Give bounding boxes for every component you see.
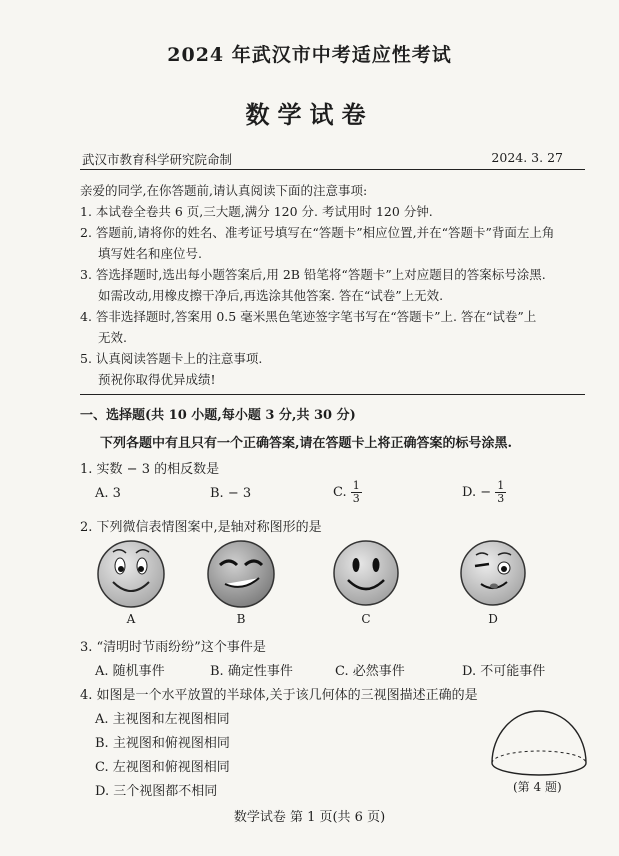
issuer: 武汉市教育科学研究院命制 — [82, 152, 233, 167]
exam-title: 2024 年武汉市中考适应性考试 — [167, 44, 452, 66]
q4-option-b: B. 主视图和俯视图相同 — [95, 736, 230, 751]
q3-stem: 3. “清明时节雨纷纷”这个事件是 — [80, 640, 266, 655]
paper-title: 数学试卷 — [245, 100, 374, 129]
fraction-numerator: 1 — [497, 479, 505, 492]
note-line: 4. 答非选择题时,答案用 0.5 毫米黑色笔迹签字笔书写在“答题卡”上. 答在“试卷”上 — [80, 309, 537, 324]
q1-option-d-prefix: D. − — [462, 485, 492, 500]
note-line: 填写姓名和座位号. — [98, 246, 202, 261]
q1-option-c-fraction — [351, 480, 362, 505]
q1-option-d — [462, 480, 506, 505]
q4-option-d: D. 三个视图都不相同 — [95, 784, 218, 799]
q2-stem: 2. 下列微信表情图案中,是轴对称图形的是 — [80, 520, 322, 535]
emoji-c-icon — [331, 538, 401, 608]
note-line: 3. 答选择题时,选出每小题答案后,用 2B 铅笔将“答题卡”上对应题目的答案标号涂黑. — [80, 267, 546, 282]
fraction-numerator: 1 — [352, 479, 360, 492]
q3-option-b: B. 确定性事件 — [210, 664, 293, 679]
notes-greeting: 亲爱的同学,在你答题前,请认真阅读下面的注意事项: — [80, 183, 368, 198]
note-line: 5. 认真阅读答题卡上的注意事项. — [80, 351, 263, 366]
note-line: 1. 本试卷全卷共 6 页,三大题,满分 120 分. 考试用时 120 分钟. — [80, 204, 433, 219]
q1-stem: 1. 实数 − 3 的相反数是 — [80, 462, 220, 477]
emoji-a-icon — [95, 538, 167, 610]
notes-block — [80, 180, 590, 390]
header-divider — [80, 169, 585, 170]
q1-option-a: A. 3 — [95, 486, 121, 501]
note-line: 预祝你取得优异成绩! — [98, 372, 216, 387]
fraction-denominator: 3 — [352, 492, 360, 505]
q1-option-b: B. − 3 — [210, 486, 252, 501]
q1-option-c-prefix: C. — [333, 485, 347, 500]
q4-option-a: A. 主视图和左视图相同 — [95, 712, 230, 727]
page-footer: 数学试卷 第 1 页(共 6 页) — [233, 810, 386, 825]
emoji-label-b: B — [236, 612, 246, 626]
section-heading: 一、选择题(共 10 小题,每小题 3 分,共 30 分) — [80, 408, 356, 423]
emoji-b-icon — [205, 538, 277, 610]
q3-option-d: D. 不可能事件 — [462, 664, 546, 679]
emoji-label-c: C — [361, 612, 371, 626]
note-line: 2. 答题前,请将你的姓名、准考证号填写在“答题卡”相应位置,并在“答题卡”背面左上角 — [80, 225, 555, 240]
q3-option-c: C. 必然事件 — [335, 664, 405, 679]
hemisphere-figure — [484, 697, 594, 777]
note-line: 如需改动,用橡皮擦干净后,再选涂其他答案. 答在“试卷”上无效. — [98, 288, 444, 303]
q4-option-c: C. 左视图和俯视图相同 — [95, 760, 230, 775]
emoji-label-a: A — [126, 612, 136, 626]
fraction-denominator: 3 — [497, 492, 505, 505]
q1-option-c — [333, 480, 362, 505]
q1-option-d-fraction — [495, 480, 506, 505]
emoji-label-d: D — [488, 612, 498, 626]
exam-date: 2024. 3. 27 — [491, 150, 563, 165]
q4-stem: 4. 如图是一个水平放置的半球体,关于该几何体的三视图描述正确的是 — [80, 688, 478, 703]
emoji-d-icon — [458, 538, 528, 608]
figure-caption: (第 4 题) — [513, 780, 562, 794]
note-line: 无效. — [98, 330, 127, 345]
notes-divider — [80, 394, 585, 395]
q3-option-a: A. 随机事件 — [95, 664, 165, 679]
section-instruction: 下列各题中有且只有一个正确答案,请在答题卡上将正确答案的标号涂黑. — [100, 436, 513, 451]
